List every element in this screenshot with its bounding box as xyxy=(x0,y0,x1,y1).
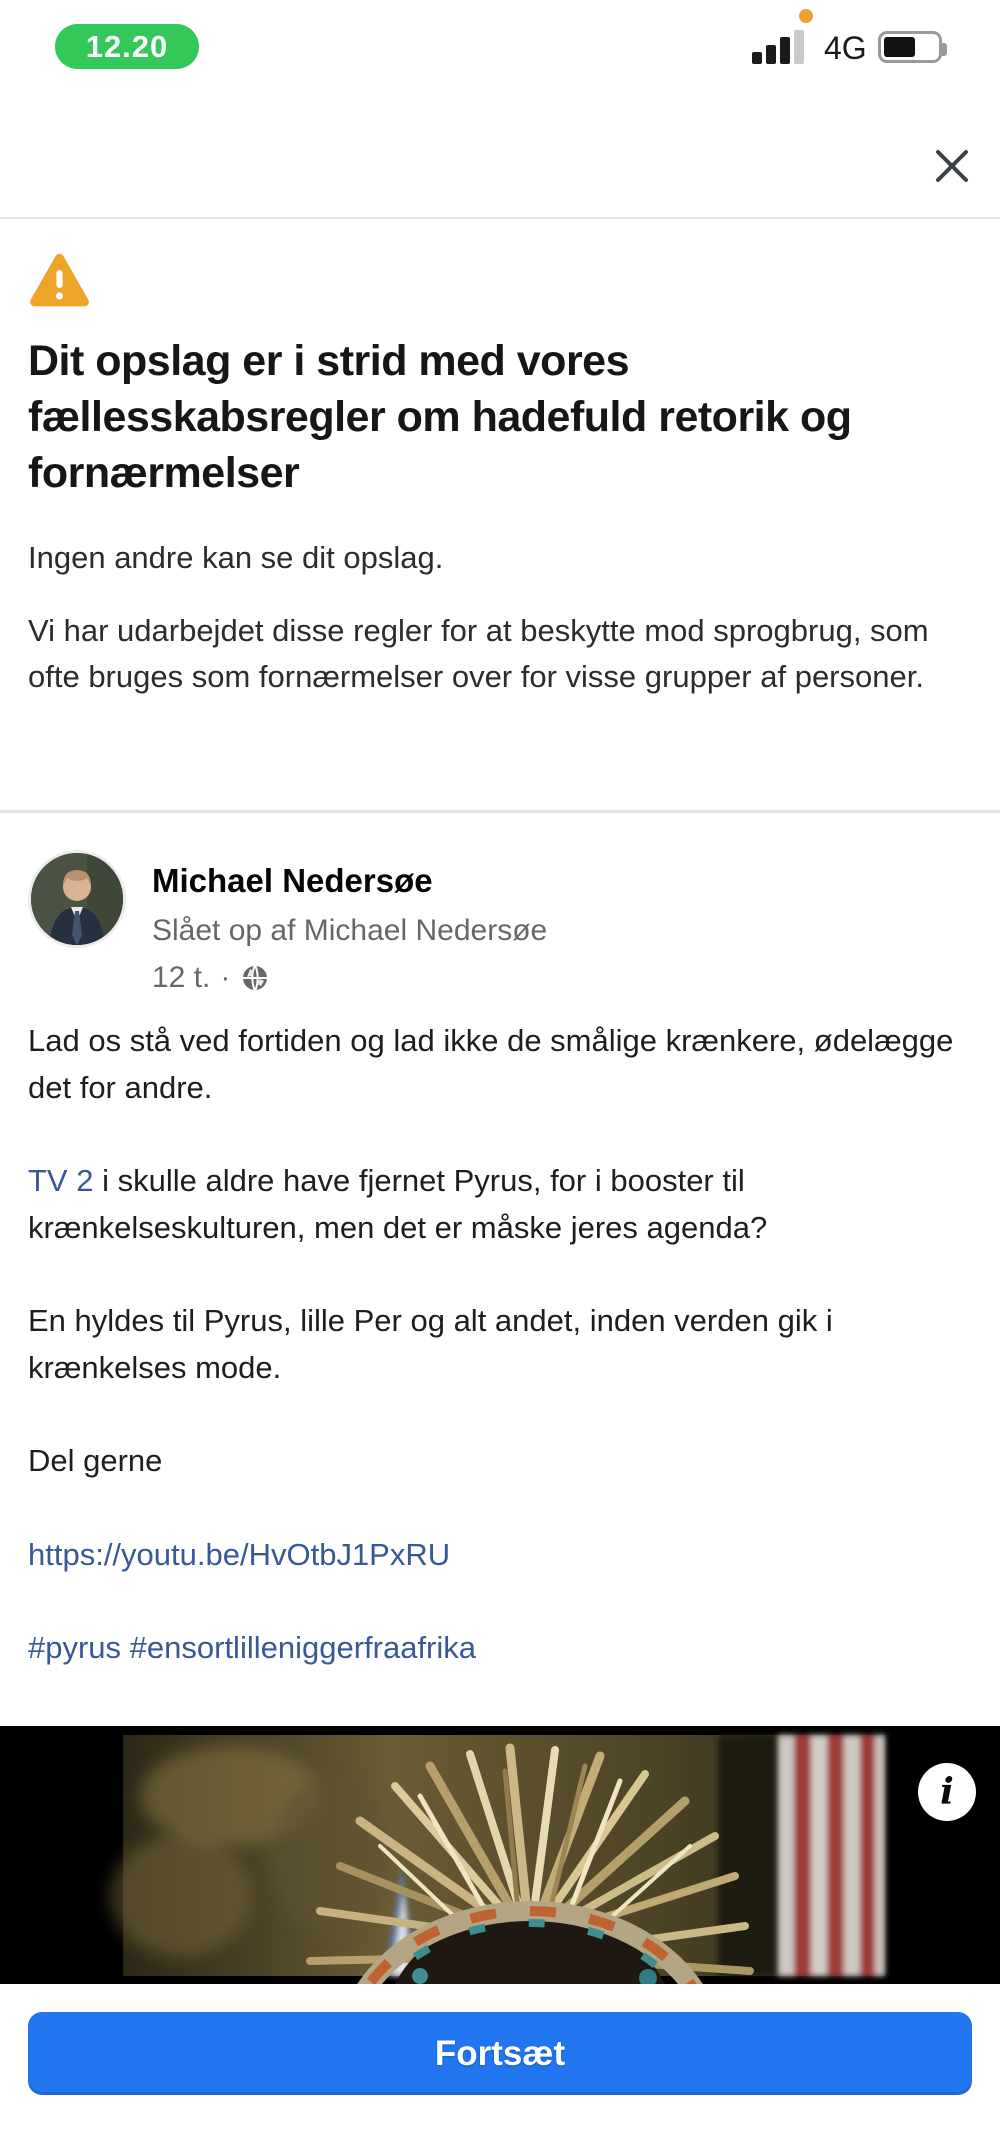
policy-explanation: Vi har udarbejdet disse regler for at beskytte mod sprogbrug, som ofte bruges som fornærmelser over for visse grupper af personer. xyxy=(28,612,929,695)
youtube-url[interactable]: https://youtu.be/HvOtbJ1PxRU xyxy=(28,1536,451,1572)
post-paragraph-2 xyxy=(28,1158,974,1251)
visibility-note: Ingen andre kan se dit opslag. xyxy=(28,539,444,575)
video-info-button[interactable] xyxy=(918,1763,976,1821)
hashtag-links[interactable]: #pyrus #ensortlilleniggerfraafrika xyxy=(28,1630,477,1665)
warning-icon xyxy=(28,252,90,308)
violation-notice xyxy=(28,252,978,701)
video-still-image xyxy=(0,1726,1000,1984)
info-icon: i xyxy=(940,1771,954,1813)
close-icon xyxy=(930,144,974,188)
video-thumbnail[interactable] xyxy=(0,1726,1000,1984)
post-header xyxy=(28,850,547,995)
network-type-label: 4G xyxy=(824,30,867,66)
section-divider xyxy=(0,810,1000,813)
post-body xyxy=(28,1018,974,1719)
post-paragraph-2-text: i skulle aldre have fjernet Pyrus, for i booster til krænkelseskulturen, men det er måske jeres agenda? xyxy=(28,1163,768,1245)
cellular-signal-icon xyxy=(752,30,812,64)
globe-audience-icon xyxy=(240,963,270,993)
post-meta xyxy=(152,961,547,995)
post-paragraph-1: Lad os stå ved fortiden og lad ikke de smålige krænkere, ødelægge det for andre. xyxy=(28,1023,954,1105)
meta-separator: · xyxy=(220,961,231,994)
avatar[interactable] xyxy=(28,850,126,948)
post-author-name[interactable]: Michael Nedersøe xyxy=(152,862,433,899)
close-button[interactable] xyxy=(924,138,980,194)
continue-button-label: Fortsæt xyxy=(434,2033,566,2073)
avatar-photo xyxy=(31,853,123,945)
status-time: 12.20 xyxy=(85,28,169,64)
hashtags xyxy=(28,1625,974,1672)
continue-button[interactable] xyxy=(28,2012,972,2095)
status-time-pill[interactable] xyxy=(55,24,199,69)
header-divider xyxy=(0,217,1000,219)
post-timestamp: 12 t. xyxy=(152,961,211,994)
post-paragraph-3: En hyldes til Pyrus, lille Per og alt andet, inden verden gik i krænkelses mode. xyxy=(28,1303,833,1385)
microphone-indicator-dot xyxy=(799,9,813,23)
battery-icon xyxy=(878,31,942,63)
tv2-page-link[interactable]: TV 2 xyxy=(28,1163,94,1198)
violation-heading: Dit opslag er i strid med vores fællesskabsregler om hadefuld retorik og fornærmelser xyxy=(28,337,852,497)
post-paragraph-4: Del gerne xyxy=(28,1443,163,1478)
youtube-link xyxy=(28,1532,974,1579)
post-shared-by: Slået op af Michael Nedersøe xyxy=(152,914,548,947)
